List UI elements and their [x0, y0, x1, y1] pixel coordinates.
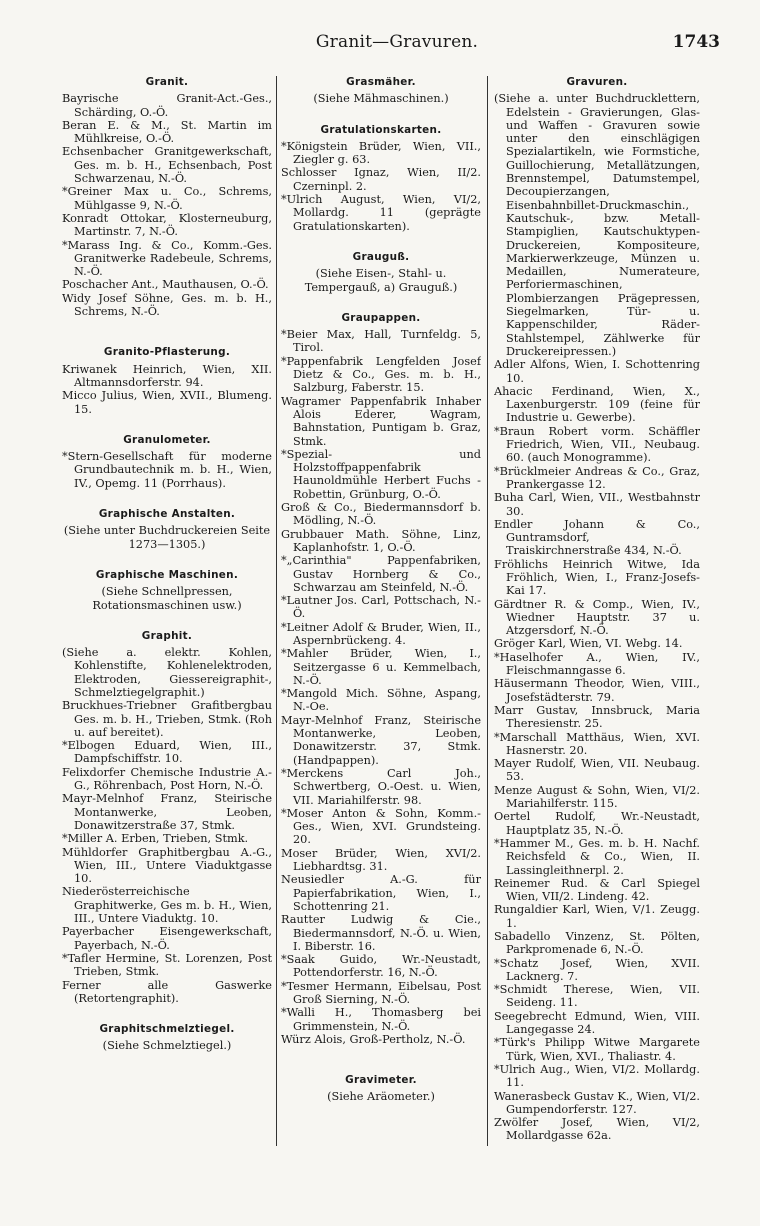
directory-entry: Fröhlichs Heinrich Witwe, Ida Fröhlich, Wien, I., Franz-Josefs-Kai 17. [494, 557, 700, 598]
section-heading: Graphit. [141, 629, 193, 642]
directory-entry: *Mangold Mich. Söhne, Aspang, N.-Oe. [281, 687, 481, 714]
directory-entry: *Ulrich Aug., Wien, VI/2. Mollardg. 11. [494, 1062, 700, 1090]
directory-entry: *Beier Max, Hall, Turnfeldg. 5, Tirol. [281, 328, 481, 355]
directory-entry: Zwölfer Josef, Wien, VI/2, Mollardgasse 62a. [494, 1116, 700, 1143]
directory-entry: Seegebrecht Edmund, Wien, VIII. Langegasse 24. [494, 1009, 700, 1037]
section-heading: Gratulationskarten. [320, 123, 442, 136]
section-note: (Siehe Mähmaschinen.) [313, 92, 449, 106]
directory-entry: *Tafler Hermine, St. Lorenzen, Post Trieben, Stmk. [62, 951, 272, 979]
directory-entry: *Elbogen Eduard, Wien, III., Dampfschiffstr. 10. [62, 739, 272, 766]
directory-entry: Micco Julius, Wien, XVII., Blumeng. 15. [62, 389, 272, 416]
directory-entry: *Stern-Gesellschaft für moderne Grundbautechnik m. b. H., Wien, IV., Opemg. 11 (Porrhaus). [62, 450, 272, 490]
directory-entry: Groß & Co., Biedermannsdorf b. Mödling, N.-Ö. [281, 501, 481, 528]
directory-entry: *Braun Robert vorm. Schäffler Friedrich, Wien, VII., Neubaug. 60. (auch Monogramme). [494, 424, 700, 465]
directory-section [281, 1074, 481, 1104]
directory-entry: *Marass Ing. & Co., Komm.-Ges. Granitwerke Radebeule, Schrems, N.-Ö. [62, 238, 272, 279]
directory-entry: *Greiner Max u. Co., Schrems, Mühlgasse 9, N.-Ö. [62, 185, 272, 212]
directory-entry: Felixdorfer Chemische Industrie A.-G., Röhrenbach, Post Horn, N.-Ö. [62, 765, 272, 793]
directory-entry: Schlosser Ignaz, Wien, II/2. Czerninpl. 2. [281, 166, 481, 193]
section-heading: Granito-Pflasterung. [103, 346, 231, 359]
section-heading: Graphische Maschinen. [95, 568, 239, 581]
section-heading: Grauguß. [352, 250, 410, 263]
section-heading: Granit. [145, 76, 189, 88]
directory-section [62, 76, 272, 318]
section-note: (Siehe Schmelztiegel.) [102, 1039, 232, 1053]
section-heading: Graphische Anstalten. [98, 508, 236, 521]
directory-entry: Adler Alfons, Wien, I. Schottenring 10. [494, 358, 700, 385]
section-heading: Granulometer. [123, 433, 211, 446]
section-heading: Graphitschmelztiegel. [99, 1023, 235, 1036]
directory-entry: *Spezial- und Holzstoffpappenfabrik Haunoldmühle Herbert Fuchs - Robettin, Grünburg, O.-Ö. [281, 447, 481, 501]
directory-entry: *Leitner Adolf & Bruder, Wien, II., Aspernbrückeng. 4. [281, 620, 481, 647]
directory-section [62, 569, 272, 612]
column-divider [276, 76, 277, 1146]
directory-entry: Menze August & Sohn, Wien, VI/2. Mariahilferstr. 115. [494, 783, 700, 811]
section-note: (Siehe Aräometer.) [327, 1090, 435, 1104]
directory-entry: Poschacher Ant., Mauthausen, O.-Ö. [62, 278, 269, 292]
directory-entry: Bayrische Granit-Act.-Ges., Schärding, O.-Ö. [62, 92, 272, 119]
directory-entry: Ferner alle Gaswerke (Retortengraphit). [62, 978, 272, 1005]
directory-entry: Mayr-Melnhof Franz, Steirische Montanwerke, Leoben, Donawitzerstr. 37, Stmk. (Handpappen). [281, 713, 481, 767]
section-note: (Siehe unter Buchdruckereien Seite 1273—1305.) [63, 524, 271, 551]
directory-entry: Neusiedler A.-G. für Papierfabrikation, Wien, I., Schottenring 21. [281, 873, 481, 913]
directory-entry: Buha Carl, Wien, VII., Westbahnstr 30. [494, 491, 700, 518]
column-3 [494, 76, 700, 1226]
directory-entry: *Miller A. Erben, Trieben, Stmk. [62, 832, 249, 846]
directory-section [62, 630, 272, 1005]
directory-entry: Niederösterreichische Graphitwerke, Ges m. b. H., Wien, III., Untere Viaduktg. 10. [62, 885, 272, 926]
running-title: Granit—Gravuren. [315, 32, 479, 52]
directory-entry: Konradt Ottokar, Klosterneuburg, Martinstr. 7, N.-Ö. [62, 211, 272, 239]
section-heading: Graupappen. [341, 311, 421, 324]
directory-entry: *Haselhofer A., Wien, IV., Fleischmanngasse 6. [494, 650, 700, 678]
directory-entry: Marr Gustav, Innsbruck, Maria Theresienstr. 25. [494, 703, 700, 731]
directory-entry: *Königstein Brüder, Wien, VII., Ziegler g. 63. [281, 139, 481, 167]
directory-entry: (Siehe a. unter Buchdrucklettern, Edelstein - Gravierungen, Glas- und Waffen - Gravuren sowie unter den einschlägigen Spezialartikeln, wie Formstiche, Guillochierung, Metallätzungen, Brennstempel, Datumstempel, Decoupierzangen, Eisenbahnbillet-Druckmaschin., Kautschuk-, bzw. Metall-Stampiglien, Kautschuktypen-Druckereien, Kompositeure, Markierwerkzeuge, Münzen u. Medaillen, Numerateure, Perforiermaschinen, Plombierzangen Prägepressen, Siegelmarken, Tür- u. Kappenschilder, Räder-Stahlstempel, Zählwerke für Druckereipressen.) [494, 92, 700, 358]
directory-entry: (Siehe a. elektr. Kohlen, Kohlenstifte, Kohlenelektroden, Elektroden, Giessereigraphit-, Schmelztiegelgraphit.) [62, 646, 272, 699]
directory-entry: Oertel Rudolf, Wr.-Neustadt, Hauptplatz 35, N.-Ö. [494, 810, 700, 837]
directory-entry: *Türk's Philipp Witwe Margarete Türk, Wien, XVI., Thaliastr. 4. [494, 1036, 700, 1063]
directory-entry: *Moser Anton & Sohn, Komm.-Ges., Wien, XVI. Grundsteing. 20. [281, 806, 481, 847]
directory-entry: Rautter Ludwig & Cie., Biedermannsdorf, N.-Ö. u. Wien, I. Biberstr. 16. [281, 913, 481, 953]
directory-entry: *Mahler Brüder, Wien, I., Seitzergasse 6 u. Kemmelbach, N.-Ö. [281, 647, 481, 687]
column-2 [281, 76, 481, 1226]
directory-section [281, 76, 481, 106]
section-note: (Siehe Eisen-, Stahl- u. Tempergauß, a) Grauguß.) [304, 267, 458, 294]
directory-entry: *„Carinthia" Pappenfabriken, Gustav Hornberg & Co., Schwarzau am Steinfeld, N.-Ö. [281, 554, 481, 594]
directory-entry: *Schatz Josef, Wien, XVII. Lacknerg. 7. [494, 956, 700, 983]
directory-entry: Würz Alois, Groß-Pertholz, N.-Ö. [281, 1032, 466, 1046]
directory-entry: Rungaldier Karl, Wien, V/1. Zeugg. 1. [494, 903, 700, 930]
directory-entry: *Hammer M., Ges. m. b. H. Nachf. Reichsfeld & Co., Wien, II. Lassingleithnerpl. 2. [494, 836, 700, 877]
directory-entry: *Saak Guido, Wr.-Neustadt, Pottendorferstr. 16, N.-Ö. [281, 953, 481, 980]
directory-entry: Widy Josef Söhne, Ges. m. b. H., Schrems, N.-Ö. [62, 291, 272, 319]
column-divider [487, 76, 488, 1146]
column-1 [62, 76, 272, 1226]
directory-entry: *Brücklmeier Andreas & Co., Graz, Prankergasse 12. [494, 464, 700, 491]
directory-entry: *Schmidt Therese, Wien, VII. Seideng. 11. [494, 983, 700, 1010]
directory-entry: Gärdtner R. & Comp., Wien, IV., Wiedner Hauptstr. 37 u. Atzgersdorf, N.-Ö. [494, 597, 700, 638]
page-number: 1743 [672, 32, 720, 52]
directory-section [62, 508, 272, 551]
directory-section [62, 1023, 272, 1053]
directory-entry: Reinemer Rud. & Carl Spiegel Wien, VII/2. Lindeng. 42. [494, 876, 700, 904]
directory-entry: Beran E. & M., St. Martin im Mühlkreise, O.-Ö. [62, 118, 272, 146]
directory-entry: *Tesmer Hermann, Eibelsau, Post Groß Sierning, N.-Ö. [281, 979, 481, 1006]
page-header [62, 32, 732, 56]
directory-entry: *Pappenfabrik Lengfelden Josef Dietz & Co., Ges. m. b. H., Salzburg, Faberstr. 15. [281, 354, 481, 395]
directory-entry: *Lautner Jos. Carl, Pottschach, N.-Ö. [281, 594, 481, 621]
directory-entry: Mayer Rudolf, Wien, VII. Neubaug. 53. [494, 757, 700, 784]
directory-entry: Grubbauer Math. Söhne, Linz, Kaplanhofstr. 1, O.-Ö. [281, 527, 481, 554]
directory-entry: Mühldorfer Graphitbergbau A.-G., Wien, III., Untere Viaduktgasse 10. [62, 845, 272, 886]
section-heading: Gravimeter. [345, 1074, 417, 1087]
directory-entry: Moser Brüder, Wien, XVI/2. Liebhardtsg. 31. [281, 846, 481, 874]
section-heading: Gravuren. [566, 76, 628, 88]
directory-entry: Ahacic Ferdinand, Wien, X., Laxenburgerstr. 109 (feine für Industrie u. Gewerbe). [494, 384, 700, 425]
directory-section [494, 76, 700, 1143]
directory-entry: *Marschall Matthäus, Wien, XVI. Hasnerstr. 20. [494, 730, 700, 757]
directory-entry: Endler Johann & Co., Guntramsdorf, Traiskirchnerstraße 434, N.-Ö. [494, 517, 700, 558]
directory-entry: Mayr-Melnhof Franz, Steirische Montanwerke, Leoben, Donawitzerstraße 37, Stmk. [62, 792, 272, 832]
section-note: (Siehe Schnellpressen, Rotationsmaschinen usw.) [92, 585, 242, 612]
directory-section [281, 312, 481, 1046]
directory-section [62, 346, 272, 415]
directory-entry: *Walli H., Thomasberg bei Grimmenstein, N.-Ö. [281, 1006, 481, 1033]
directory-entry: Wanerasbeck Gustav K., Wien, VI/2. Gumpendorferstr. 127. [494, 1089, 700, 1116]
directory-entry: Sabadello Vinzenz, St. Pölten, Parkpromenade 6, N.-Ö. [494, 930, 700, 957]
directory-section [62, 434, 272, 490]
section-heading: Grasmäher. [346, 76, 416, 88]
directory-section [281, 251, 481, 294]
directory-entry: Häusermann Theodor, Wien, VIII., Josefstädterstr. 79. [494, 677, 700, 704]
directory-entry: *Merckens Carl Joh., Schwertberg, O.-Oest. u. Wien, VII. Mariahilferstr. 98. [281, 766, 481, 807]
directory-entry: *Ulrich August, Wien, VI/2, Mollardg. 11 (geprägte Gratulationskarten). [281, 193, 481, 233]
directory-entry: Bruckhues-Triebner Grafitbergbau Ges. m. b. H., Trieben, Stmk. (Roh u. auf bereitet). [62, 699, 272, 739]
directory-entry: Echsenbacher Granitgewerkschaft, Ges. m. b. H., Echsenbach, Post Schwarzenau, N.-Ö. [62, 145, 272, 186]
directory-section [281, 124, 481, 233]
directory-entry: Payerbacher Eisengewerkschaft, Payerbach, N.-Ö. [62, 925, 272, 952]
directory-entry: Wagramer Pappenfabrik Inhaber Alois Ederer, Wagram, Bahnstation, Puntigam b. Graz, Stmk. [281, 394, 481, 448]
directory-entry: Gröger Karl, Wien, VI. Webg. 14. [494, 637, 683, 651]
directory-entry: Kriwanek Heinrich, Wien, XII. Altmannsdorferstr. 94. [62, 362, 272, 389]
